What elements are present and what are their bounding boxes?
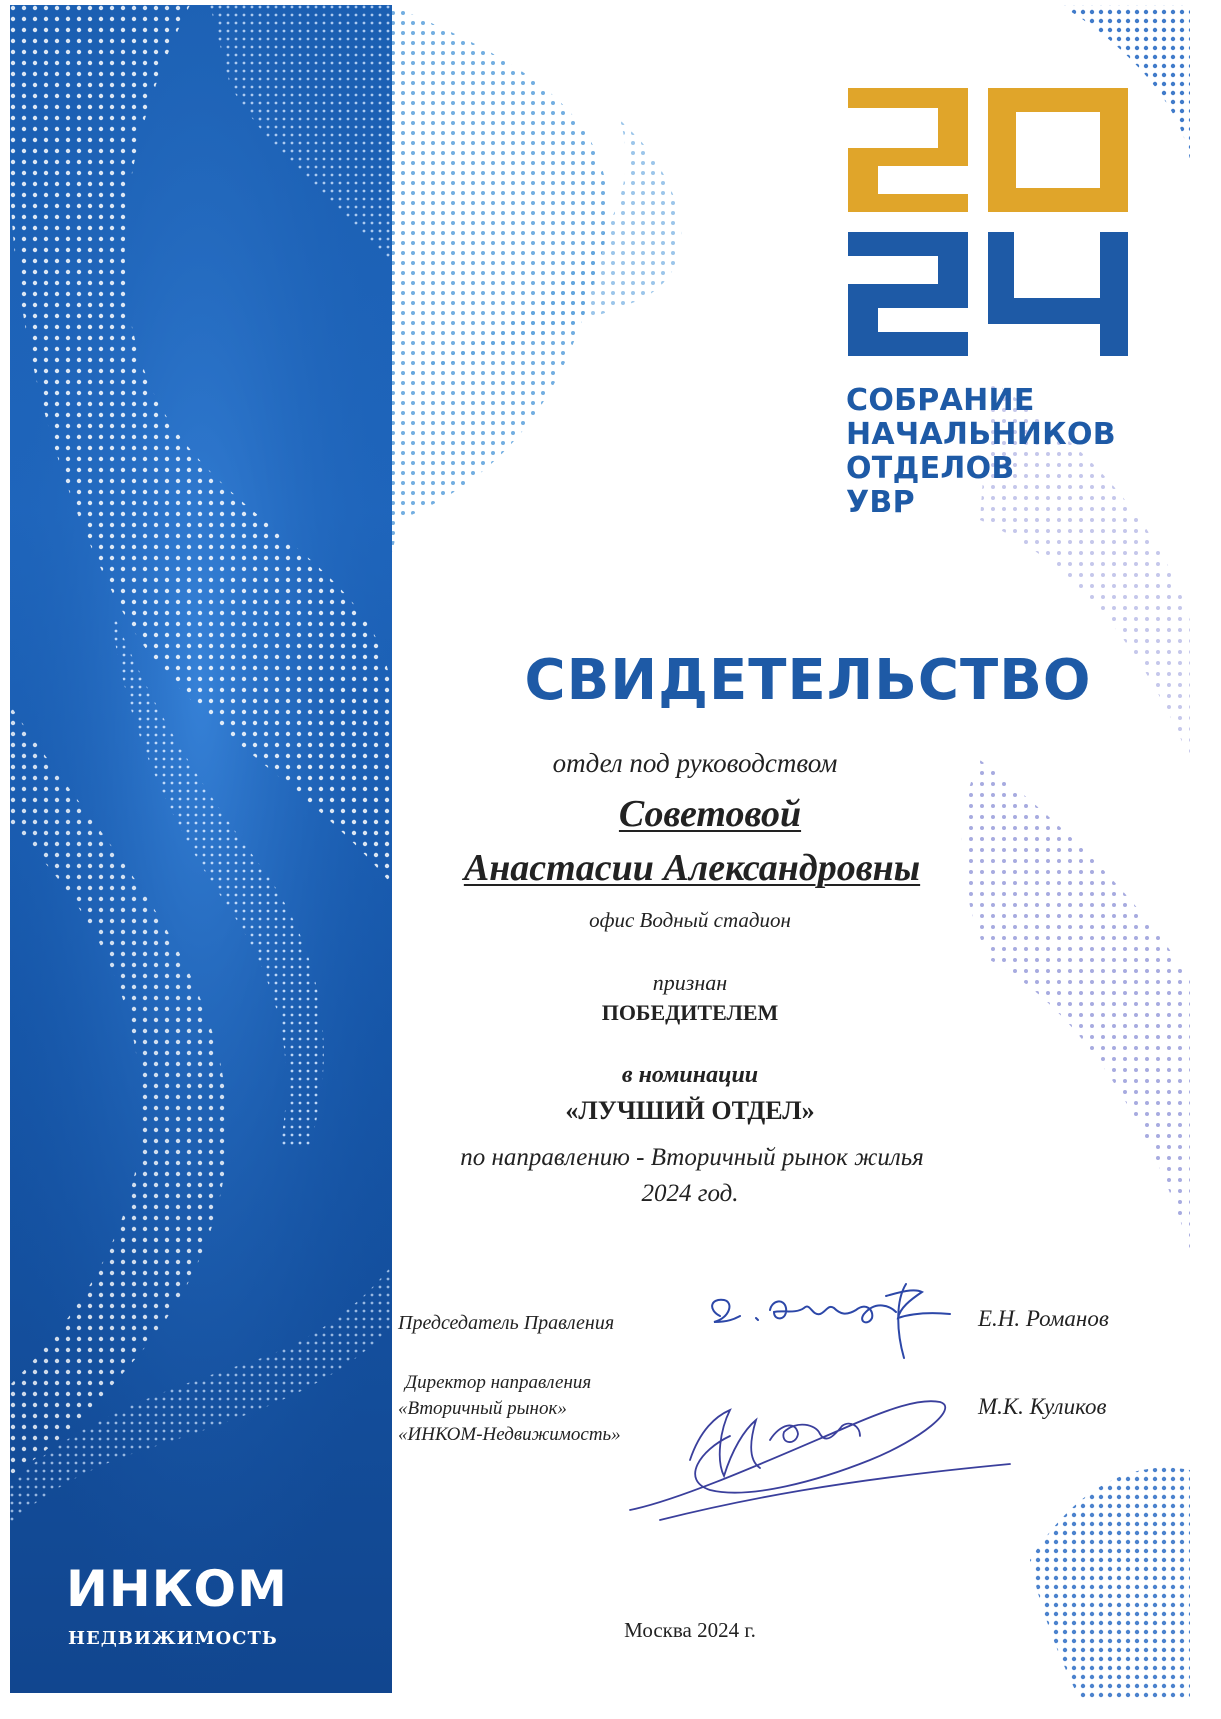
nomination-name: «ЛУЧШИЙ ОТДЕЛ» <box>565 1096 815 1125</box>
chairman-signature-icon <box>700 1270 970 1370</box>
chairman-name: Е.Н. Романов <box>978 1306 1109 1331</box>
event-title-line-3: ОТДЕЛОВ <box>846 451 1015 486</box>
recognized-text: признан <box>652 970 728 995</box>
director-signature-icon <box>620 1380 1020 1530</box>
event-title-line-1: СОБРАНИЕ <box>846 383 1035 418</box>
year-text: 2024 год. <box>641 1180 739 1207</box>
certificate-title: СВИДЕТЕЛЬСТВО <box>524 648 1092 713</box>
chairman-title: Председатель Правления <box>398 1312 615 1334</box>
nomination-label: в номинации <box>621 1062 759 1088</box>
recipient-surname: Советовой <box>618 793 802 835</box>
director-title-line-3: «ИНКОМ-Недвижимость» <box>398 1424 621 1445</box>
event-title-line-4: УВР <box>846 485 915 520</box>
dotted-wave-graphic <box>10 5 392 1693</box>
intro-text: отдел под руководством <box>552 748 838 778</box>
event-title-line-2: НАЧАЛЬНИКОВ <box>846 417 1116 452</box>
footer-place-date: Москва 2024 г. <box>624 1618 756 1642</box>
logo-2024-icon <box>848 88 1128 356</box>
left-decorative-panel <box>10 5 392 1693</box>
director-title-line-1: Директор направления <box>405 1372 592 1393</box>
direction-text: по направлению - Вторичный рынок жилья <box>460 1144 924 1171</box>
director-title-line-2: «Вторичный рынок» <box>398 1398 567 1419</box>
director-name: М.К. Куликов <box>978 1394 1107 1419</box>
inkom-logo <box>66 1560 336 1660</box>
office-text: офис Водный стадион <box>589 908 791 932</box>
status-text: ПОБЕДИТЕЛЕМ <box>601 1000 779 1025</box>
event-title <box>846 384 1116 520</box>
inkom-logo-wordmark: ИНКОМ <box>66 1560 288 1618</box>
inkom-logo-subtitle: НЕДВИЖИМОСТЬ <box>68 1628 278 1649</box>
recipient-name: Анастасии Александровны <box>463 847 921 889</box>
